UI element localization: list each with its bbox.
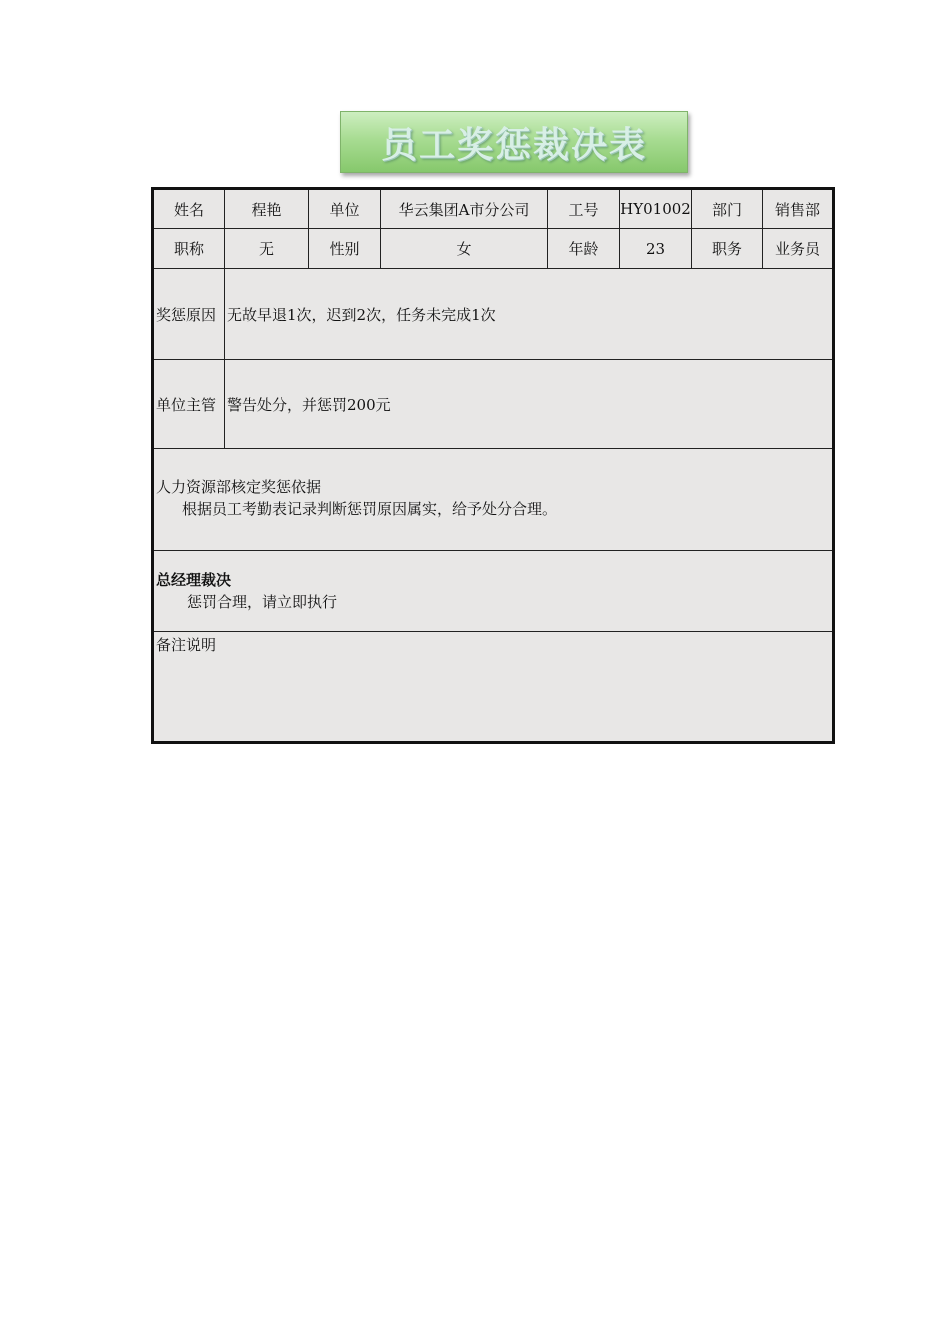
reason-label: 奖惩原因 — [153, 269, 225, 360]
gm-section — [153, 551, 834, 632]
supervisor-row — [153, 360, 834, 449]
employee-id-value: HY01002 — [620, 189, 692, 229]
gender-value: 女 — [381, 229, 548, 269]
age-value: 23 — [620, 229, 692, 269]
reason-row — [153, 269, 834, 360]
department-label: 部门 — [692, 189, 763, 229]
supervisor-value: 警告处分，并惩罚200元 — [225, 360, 834, 449]
gender-label: 性别 — [309, 229, 381, 269]
info-row-1 — [153, 189, 834, 229]
supervisor-label: 单位主管 — [153, 360, 225, 449]
hr-title: 人力资源部核定奖惩依据 — [156, 478, 322, 496]
unit-label: 单位 — [309, 189, 381, 229]
hr-row — [153, 449, 834, 551]
gm-row — [153, 551, 834, 632]
age-label: 年龄 — [548, 229, 620, 269]
department-value: 销售部 — [763, 189, 834, 229]
title-banner — [340, 111, 688, 173]
remarks-title: 备注说明 — [156, 636, 217, 654]
remarks-row — [153, 632, 834, 743]
reward-punishment-form — [151, 187, 835, 744]
title-rank-label: 职称 — [153, 229, 225, 269]
unit-value: 华云集团A市分公司 — [381, 189, 548, 229]
name-value: 程艳 — [225, 189, 309, 229]
gm-title: 总经理裁决 — [156, 571, 232, 589]
remarks-section — [153, 632, 834, 743]
gm-body: 惩罚合理，请立即执行 — [187, 593, 338, 611]
info-row-2 — [153, 229, 834, 269]
employee-id-label: 工号 — [548, 189, 620, 229]
reason-value: 无故早退1次，迟到2次，任务未完成1次 — [225, 269, 834, 360]
position-label: 职务 — [692, 229, 763, 269]
hr-body: 根据员工考勤表记录判断惩罚原因属实，给予处分合理。 — [182, 500, 558, 518]
hr-section — [153, 449, 834, 551]
title-rank-value: 无 — [225, 229, 309, 269]
name-label: 姓名 — [153, 189, 225, 229]
page-title: 员工奖惩裁决表 — [380, 124, 647, 166]
position-value: 业务员 — [763, 229, 834, 269]
